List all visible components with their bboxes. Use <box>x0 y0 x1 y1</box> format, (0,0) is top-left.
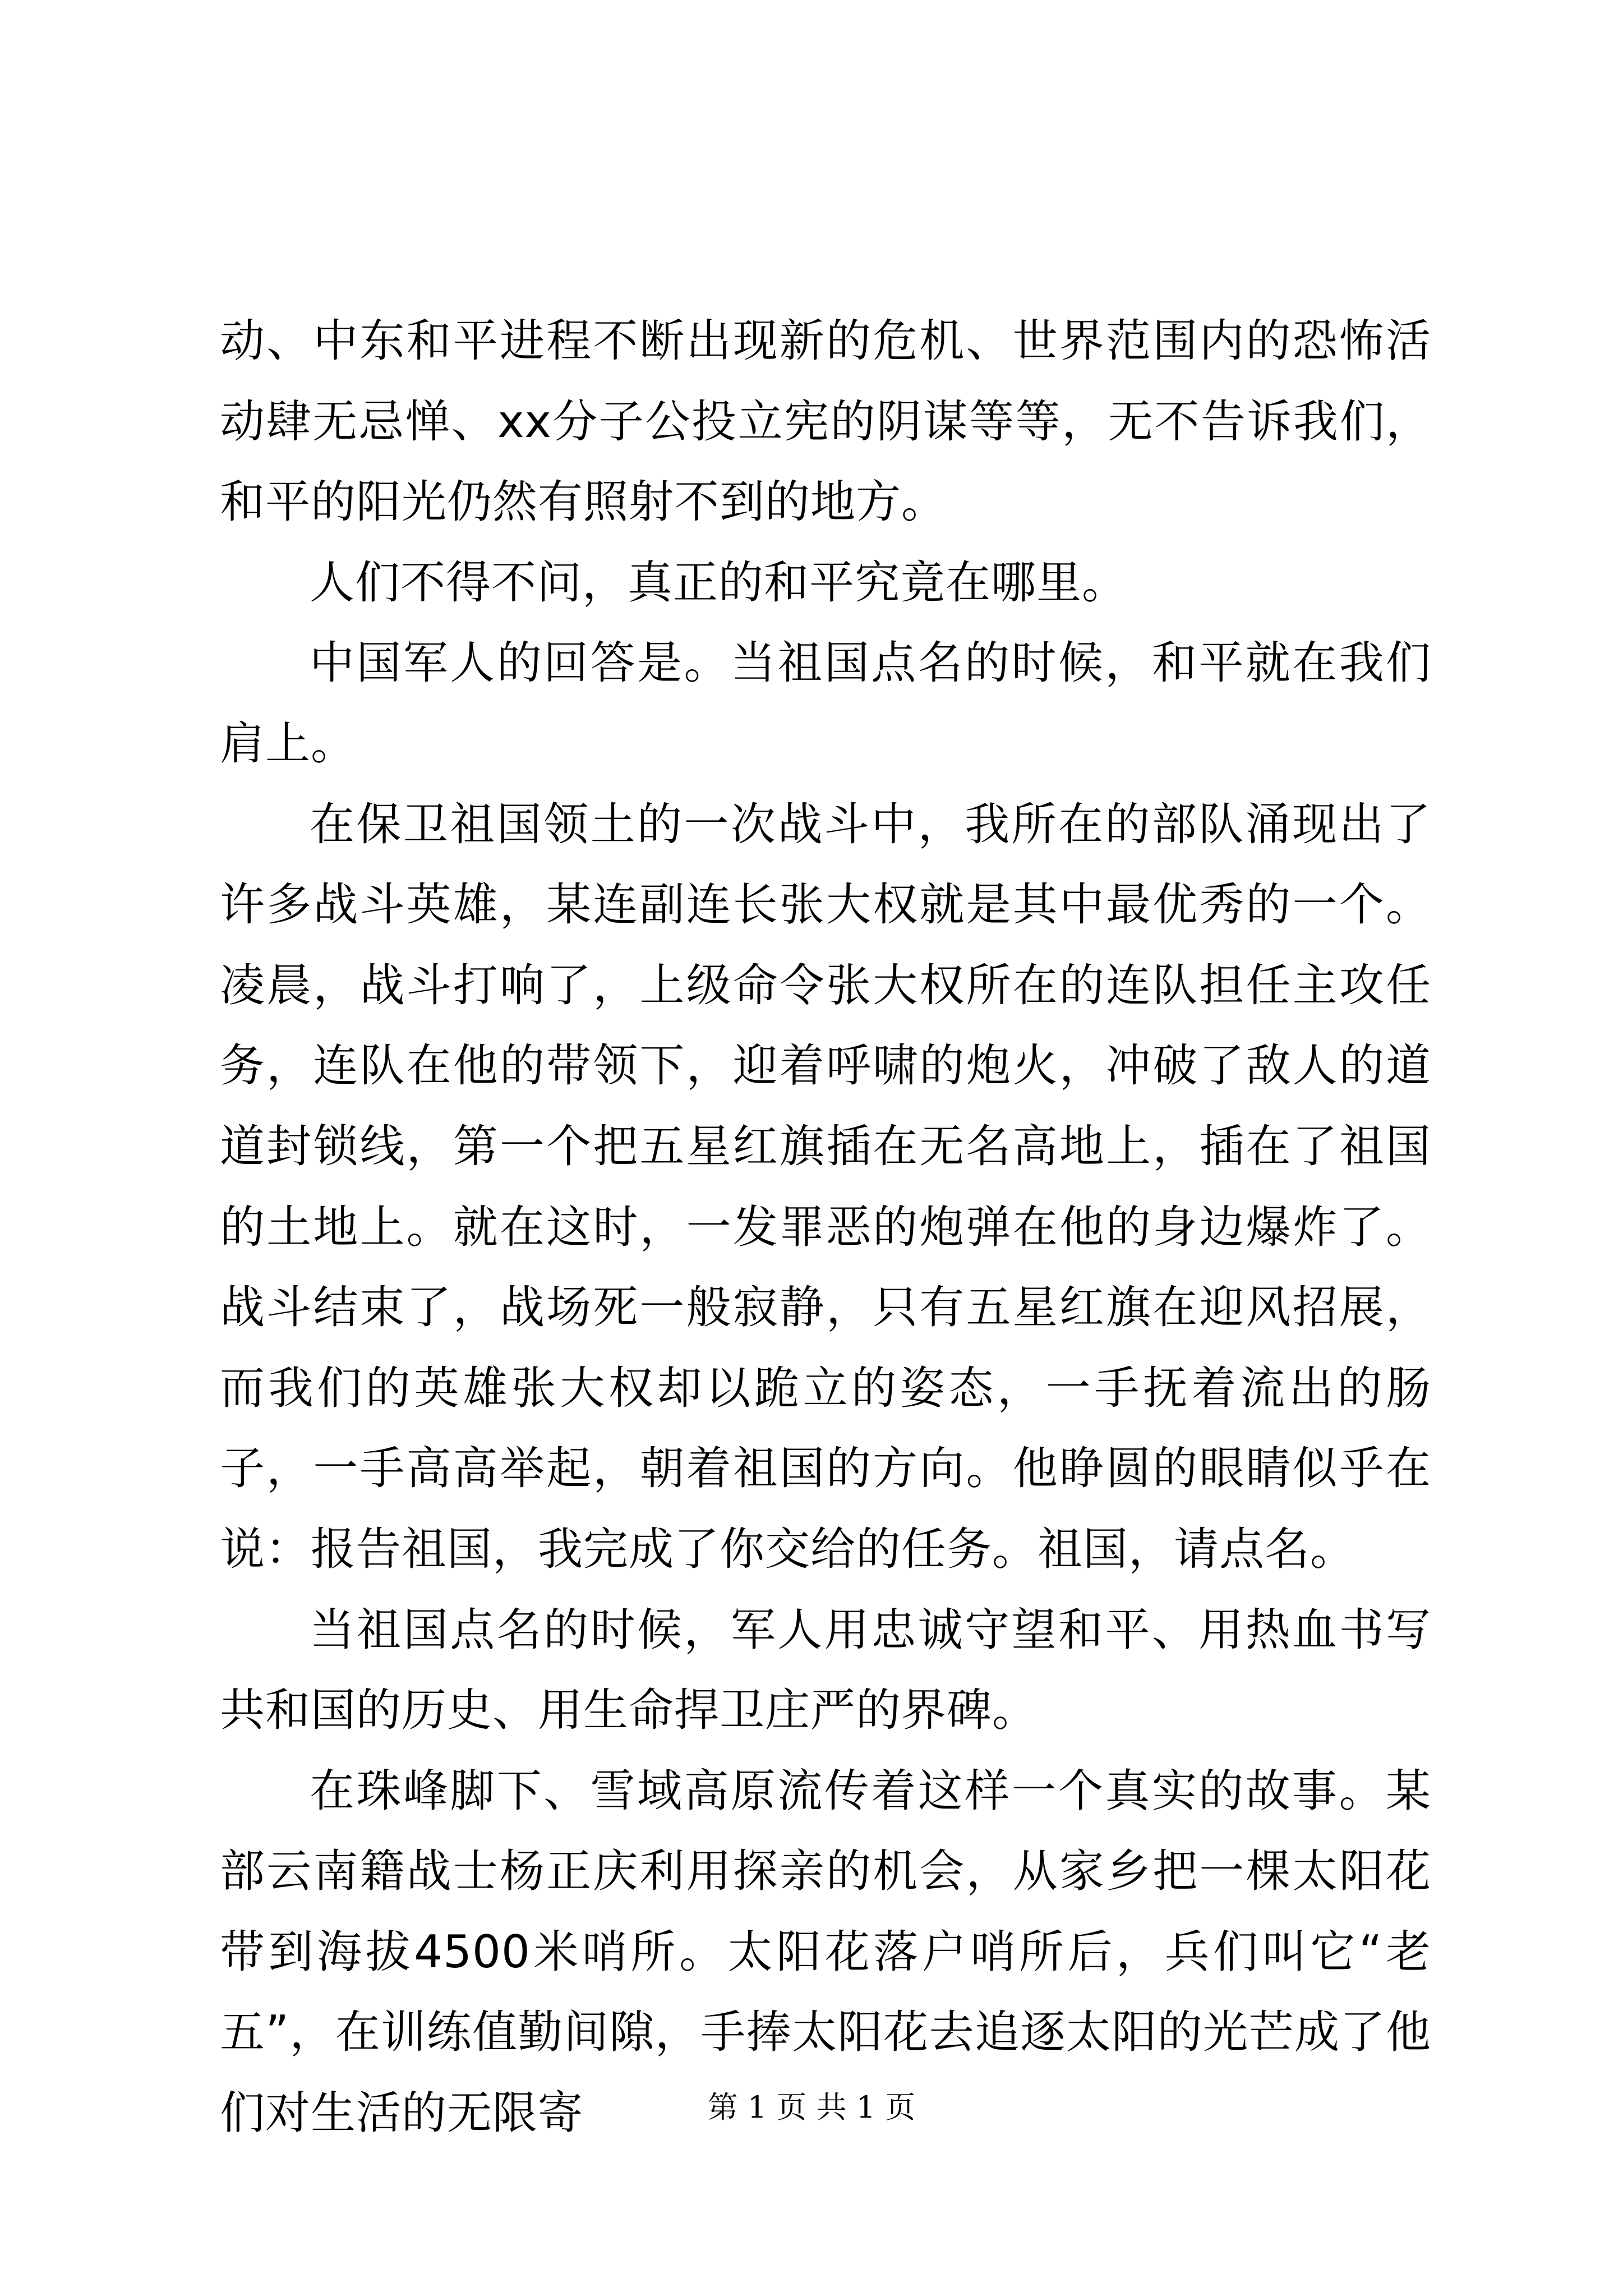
body-text <box>220 301 1431 2154</box>
paragraph: 在珠峰脚下、雪域高原流传着这样一个真实的故事。某部云南籍战士杨正庆利用探亲的机会，从家乡把一棵太阳花带到海拔4500米哨所。太阳花落户哨所后，兵们叫它“老五”，在训练值勤间隙，手捧太阳花去追逐太阳的光芒成了他们对生活的无限寄 <box>220 1764 1431 2139</box>
paragraph: 当祖国点名的时候，军人用忠诚守望和平、用热血书写共和国的历史、用生命捍卫庄严的界碑。 <box>220 1603 1431 1737</box>
paragraph-continued: 动、中东和平进程不断出现新的危机、世界范围内的恐怖活动肆无忌惮、xx分子公投立宪的阴谋等等，无不告诉我们，和平的阳光仍然有照射不到的地方。 <box>220 315 1431 528</box>
paragraph: 中国军人的回答是。当祖国点名的时候，和平就在我们肩上。 <box>220 637 1431 770</box>
page-footer: 第 1 页 共 1 页 <box>707 2090 916 2125</box>
paragraph: 人们不得不问，真正的和平究竟在哪里。 <box>310 556 1127 609</box>
paragraph: 在保卫祖国领土的一次战斗中，我所在的部队涌现出了许多战斗英雄，某连副连长张大权就是其中最优秀的一个。凌晨，战斗打响了，上级命令张大权所在的连队担任主攻任务，连队在他的带领下，迎着呼啸的炮火，冲破了敌人的道道封锁线，第一个把五星红旗插在无名高地上，插在了祖国的土地上。就在这时，一发罪恶的炮弹在他的身边爆炸了。战斗结束了，战场死一般寂静，只有五星红旗在迎风招展，而我们的英雄张大权却以跪立的姿态，一手抚着流出的肠子，一手高高举起，朝着祖国的方向。他睁圆的眼睛似乎在说：报告祖国，我完成了你交给的任务。祖国，请点名。 <box>220 798 1431 1575</box>
